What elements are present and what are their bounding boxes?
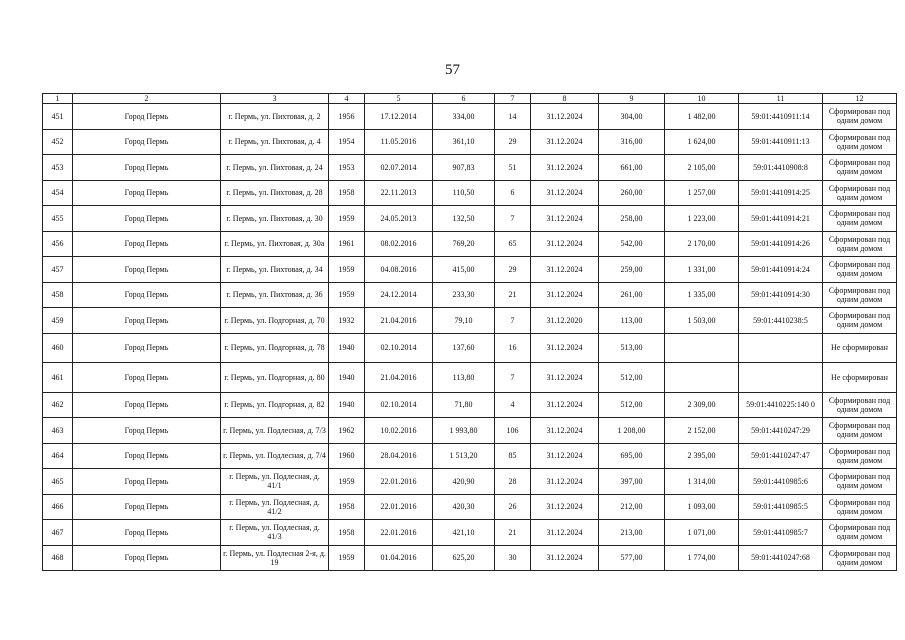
resettlement-deadline-cell: 31.12.2024 (531, 520, 599, 546)
area-cell: 421,10 (433, 520, 495, 546)
land-area-cell: 661,00 (599, 155, 665, 181)
column-header: 11 (739, 94, 823, 104)
row-number-cell: 457 (43, 257, 73, 283)
column-header: 9 (599, 94, 665, 104)
area-cell: 132,50 (433, 206, 495, 232)
land-area-cell: 512,00 (599, 363, 665, 393)
municipality-cell: Город Пермь (73, 469, 221, 495)
land-area-cell: 695,00 (599, 443, 665, 469)
cadastral-number-cell: 59:01:4410247:29 (739, 418, 823, 444)
resettlement-deadline-cell: 31.12.2024 (531, 363, 599, 393)
plot-area-cell: 2 170,00 (665, 231, 739, 257)
municipality-cell: Город Пермь (73, 129, 221, 155)
land-area-cell: 512,00 (599, 392, 665, 418)
land-area-cell: 577,00 (599, 545, 665, 571)
address-cell: г. Пермь, ул. Подлесная, д. 41/1 (221, 469, 329, 495)
address-cell: г. Пермь, ул. Подлесная, д. 41/3 (221, 520, 329, 546)
plot-status-cell: Сформирован под одним домом (823, 104, 897, 130)
cadastral-number-cell: 59:01:4410908:8 (739, 155, 823, 181)
year-built-cell: 1958 (329, 494, 365, 520)
table-row (43, 206, 897, 232)
year-built-cell: 1959 (329, 282, 365, 308)
plot-area-cell: 1 223,00 (665, 206, 739, 232)
municipality-cell: Город Пермь (73, 392, 221, 418)
resettlement-deadline-cell: 31.12.2024 (531, 104, 599, 130)
residents-cell: 26 (495, 494, 531, 520)
year-built-cell: 1959 (329, 469, 365, 495)
column-header: 3 (221, 94, 329, 104)
area-cell: 334,00 (433, 104, 495, 130)
column-header: 1 (43, 94, 73, 104)
residents-cell: 7 (495, 363, 531, 393)
resettlement-deadline-cell: 31.12.2020 (531, 308, 599, 334)
table-row (43, 333, 897, 363)
plot-status-cell: Не сформирован (823, 363, 897, 393)
address-cell: г. Пермь, ул. Пихтовая, д. 36 (221, 282, 329, 308)
area-cell: 361,10 (433, 129, 495, 155)
row-number-cell: 465 (43, 469, 73, 495)
table-row (43, 129, 897, 155)
row-number-cell: 468 (43, 545, 73, 571)
address-cell: г. Пермь, ул. Пихтовая, д. 2 (221, 104, 329, 130)
recognition-date-cell: 02.10.2014 (365, 392, 433, 418)
municipality-cell: Город Пермь (73, 308, 221, 334)
year-built-cell: 1958 (329, 180, 365, 206)
land-area-cell: 260,00 (599, 180, 665, 206)
column-header: 5 (365, 94, 433, 104)
recognition-date-cell: 22.01.2016 (365, 469, 433, 495)
municipality-cell: Город Пермь (73, 520, 221, 546)
cadastral-number-cell: 59:01:4410985:6 (739, 469, 823, 495)
column-header: 8 (531, 94, 599, 104)
header-row (43, 94, 897, 104)
plot-status-cell: Не сформирован (823, 333, 897, 363)
cadastral-number-cell: 59:01:4410247:47 (739, 443, 823, 469)
table-row (43, 363, 897, 393)
recognition-date-cell: 10.02.2016 (365, 418, 433, 444)
plot-area-cell (665, 333, 739, 363)
resettlement-deadline-cell: 31.12.2024 (531, 333, 599, 363)
municipality-cell: Город Пермь (73, 257, 221, 283)
area-cell: 110,50 (433, 180, 495, 206)
resettlement-deadline-cell: 31.12.2024 (531, 206, 599, 232)
plot-area-cell: 1 314,00 (665, 469, 739, 495)
table-row (43, 231, 897, 257)
year-built-cell: 1958 (329, 520, 365, 546)
plot-area-cell: 1 257,00 (665, 180, 739, 206)
resettlement-deadline-cell: 31.12.2024 (531, 545, 599, 571)
municipality-cell: Город Пермь (73, 206, 221, 232)
residents-cell: 30 (495, 545, 531, 571)
recognition-date-cell: 28.04.2016 (365, 443, 433, 469)
address-cell: г. Пермь, ул. Подгорная, д. 70 (221, 308, 329, 334)
plot-area-cell: 1 071,00 (665, 520, 739, 546)
residents-cell: 51 (495, 155, 531, 181)
resettlement-deadline-cell: 31.12.2024 (531, 392, 599, 418)
row-number-cell: 467 (43, 520, 73, 546)
land-area-cell: 261,00 (599, 282, 665, 308)
recognition-date-cell: 22.01.2016 (365, 520, 433, 546)
area-cell: 415,00 (433, 257, 495, 283)
recognition-date-cell: 04.08.2016 (365, 257, 433, 283)
municipality-cell: Город Пермь (73, 104, 221, 130)
address-cell: г. Пермь, ул. Подгорная, д. 78 (221, 333, 329, 363)
table-row (43, 308, 897, 334)
residents-cell: 14 (495, 104, 531, 130)
plot-status-cell: Сформирован под одним домом (823, 180, 897, 206)
year-built-cell: 1959 (329, 257, 365, 283)
cadastral-number-cell: 59:01:4410247:68 (739, 545, 823, 571)
recognition-date-cell: 01.04.2016 (365, 545, 433, 571)
address-cell: г. Пермь, ул. Подлесная, д. 41/2 (221, 494, 329, 520)
row-number-cell: 464 (43, 443, 73, 469)
resettlement-deadline-cell: 31.12.2024 (531, 257, 599, 283)
plot-area-cell: 1 774,00 (665, 545, 739, 571)
cadastral-number-cell: 59:01:4410985:5 (739, 494, 823, 520)
table-row (43, 469, 897, 495)
address-cell: г. Пермь, ул. Подгорная, д. 82 (221, 392, 329, 418)
plot-status-cell: Сформирован под одним домом (823, 308, 897, 334)
row-number-cell: 462 (43, 392, 73, 418)
plot-area-cell: 2 152,00 (665, 418, 739, 444)
table-row (43, 104, 897, 130)
recognition-date-cell: 08.02.2016 (365, 231, 433, 257)
land-area-cell: 397,00 (599, 469, 665, 495)
residents-cell: 7 (495, 206, 531, 232)
plot-area-cell: 1 482,00 (665, 104, 739, 130)
resettlement-deadline-cell: 31.12.2024 (531, 469, 599, 495)
table-row (43, 418, 897, 444)
column-header: 4 (329, 94, 365, 104)
resettlement-deadline-cell: 31.12.2024 (531, 129, 599, 155)
plot-area-cell: 1 503,00 (665, 308, 739, 334)
table-row (43, 257, 897, 283)
area-cell: 1 513,20 (433, 443, 495, 469)
row-number-cell: 452 (43, 129, 73, 155)
year-built-cell: 1959 (329, 545, 365, 571)
residents-cell: 6 (495, 180, 531, 206)
plot-status-cell: Сформирован под одним домом (823, 129, 897, 155)
area-cell: 79,10 (433, 308, 495, 334)
municipality-cell: Город Пермь (73, 282, 221, 308)
plot-area-cell: 2 105,00 (665, 155, 739, 181)
cadastral-number-cell (739, 363, 823, 393)
land-area-cell: 258,00 (599, 206, 665, 232)
residents-cell: 7 (495, 308, 531, 334)
recognition-date-cell: 11.05.2016 (365, 129, 433, 155)
row-number-cell: 459 (43, 308, 73, 334)
area-cell: 113,80 (433, 363, 495, 393)
address-cell: г. Пермь, ул. Подлесная 2-я, д. 19 (221, 545, 329, 571)
land-area-cell: 1 208,00 (599, 418, 665, 444)
row-number-cell: 451 (43, 104, 73, 130)
area-cell: 625,20 (433, 545, 495, 571)
row-number-cell: 455 (43, 206, 73, 232)
cadastral-number-cell: 59:01:4410914:25 (739, 180, 823, 206)
table-row (43, 443, 897, 469)
row-number-cell: 456 (43, 231, 73, 257)
table-row (43, 155, 897, 181)
register-table (42, 93, 897, 571)
year-built-cell: 1954 (329, 129, 365, 155)
recognition-date-cell: 22.11.2013 (365, 180, 433, 206)
municipality-cell: Город Пермь (73, 231, 221, 257)
land-area-cell: 259,00 (599, 257, 665, 283)
plot-area-cell: 2 309,00 (665, 392, 739, 418)
plot-status-cell: Сформирован под одним домом (823, 545, 897, 571)
municipality-cell: Город Пермь (73, 363, 221, 393)
column-header: 10 (665, 94, 739, 104)
table-body (43, 94, 897, 571)
land-area-cell: 316,00 (599, 129, 665, 155)
row-number-cell: 458 (43, 282, 73, 308)
cadastral-number-cell: 59:01:4410914:26 (739, 231, 823, 257)
table-row (43, 520, 897, 546)
plot-status-cell: Сформирован под одним домом (823, 282, 897, 308)
area-cell: 137,60 (433, 333, 495, 363)
land-area-cell: 304,00 (599, 104, 665, 130)
municipality-cell: Город Пермь (73, 494, 221, 520)
cadastral-number-cell: 59:01:4410985:7 (739, 520, 823, 546)
plot-status-cell: Сформирован под одним домом (823, 520, 897, 546)
area-cell: 420,30 (433, 494, 495, 520)
plot-status-cell: Сформирован под одним домом (823, 155, 897, 181)
table-row (43, 282, 897, 308)
resettlement-deadline-cell: 31.12.2024 (531, 494, 599, 520)
land-area-cell: 212,00 (599, 494, 665, 520)
cadastral-number-cell (739, 333, 823, 363)
residents-cell: 16 (495, 333, 531, 363)
area-cell: 420,90 (433, 469, 495, 495)
plot-area-cell (665, 363, 739, 393)
area-cell: 769,20 (433, 231, 495, 257)
municipality-cell: Город Пермь (73, 545, 221, 571)
plot-status-cell: Сформирован под одним домом (823, 443, 897, 469)
table-row (43, 545, 897, 571)
residents-cell: 21 (495, 282, 531, 308)
plot-status-cell: Сформирован под одним домом (823, 418, 897, 444)
plot-status-cell: Сформирован под одним домом (823, 494, 897, 520)
resettlement-deadline-cell: 31.12.2024 (531, 443, 599, 469)
row-number-cell: 463 (43, 418, 73, 444)
plot-area-cell: 2 395,00 (665, 443, 739, 469)
address-cell: г. Пермь, ул. Пихтовая, д. 34 (221, 257, 329, 283)
recognition-date-cell: 17.12.2014 (365, 104, 433, 130)
resettlement-deadline-cell: 31.12.2024 (531, 282, 599, 308)
resettlement-deadline-cell: 31.12.2024 (531, 418, 599, 444)
address-cell: г. Пермь, ул. Пихтовая, д. 24 (221, 155, 329, 181)
year-built-cell: 1962 (329, 418, 365, 444)
address-cell: г. Пермь, ул. Подгорная, д. 80 (221, 363, 329, 393)
land-area-cell: 513,00 (599, 333, 665, 363)
municipality-cell: Город Пермь (73, 180, 221, 206)
residents-cell: 29 (495, 129, 531, 155)
resettlement-deadline-cell: 31.12.2024 (531, 155, 599, 181)
residents-cell: 29 (495, 257, 531, 283)
address-cell: г. Пермь, ул. Пихтовая, д. 30 (221, 206, 329, 232)
recognition-date-cell: 21.04.2016 (365, 363, 433, 393)
cadastral-number-cell: 59:01:4410914:24 (739, 257, 823, 283)
column-header: 12 (823, 94, 897, 104)
resettlement-deadline-cell: 31.12.2024 (531, 180, 599, 206)
table-row (43, 494, 897, 520)
cadastral-number-cell: 59:01:4410914:30 (739, 282, 823, 308)
recognition-date-cell: 02.10.2014 (365, 333, 433, 363)
year-built-cell: 1961 (329, 231, 365, 257)
table-row (43, 180, 897, 206)
table-row (43, 392, 897, 418)
cadastral-number-cell: 59:01:4410225:140 0 (739, 392, 823, 418)
plot-area-cell: 1 331,00 (665, 257, 739, 283)
recognition-date-cell: 21.04.2016 (365, 308, 433, 334)
address-cell: г. Пермь, ул. Подлесная, д. 7/3 (221, 418, 329, 444)
municipality-cell: Город Пермь (73, 333, 221, 363)
land-area-cell: 213,00 (599, 520, 665, 546)
recognition-date-cell: 22.01.2016 (365, 494, 433, 520)
year-built-cell: 1956 (329, 104, 365, 130)
page-number: 57 (445, 62, 460, 78)
municipality-cell: Город Пермь (73, 155, 221, 181)
area-cell: 71,80 (433, 392, 495, 418)
residents-cell: 65 (495, 231, 531, 257)
column-header: 7 (495, 94, 531, 104)
row-number-cell: 460 (43, 333, 73, 363)
residents-cell: 85 (495, 443, 531, 469)
land-area-cell: 542,00 (599, 231, 665, 257)
address-cell: г. Пермь, ул. Пихтовая, д. 4 (221, 129, 329, 155)
year-built-cell: 1940 (329, 333, 365, 363)
year-built-cell: 1932 (329, 308, 365, 334)
column-header: 2 (73, 94, 221, 104)
cadastral-number-cell: 59:01:4410914:21 (739, 206, 823, 232)
plot-area-cell: 1 093,00 (665, 494, 739, 520)
plot-status-cell: Сформирован под одним домом (823, 392, 897, 418)
year-built-cell: 1940 (329, 392, 365, 418)
land-area-cell: 113,00 (599, 308, 665, 334)
address-cell: г. Пермь, ул. Подлесная, д. 7/4 (221, 443, 329, 469)
recognition-date-cell: 24.12.2014 (365, 282, 433, 308)
address-cell: г. Пермь, ул. Пихтовая, д. 28 (221, 180, 329, 206)
row-number-cell: 453 (43, 155, 73, 181)
row-number-cell: 454 (43, 180, 73, 206)
municipality-cell: Город Пермь (73, 418, 221, 444)
plot-area-cell: 1 335,00 (665, 282, 739, 308)
year-built-cell: 1959 (329, 206, 365, 232)
residents-cell: 4 (495, 392, 531, 418)
address-cell: г. Пермь, ул. Пихтовая, д. 30а (221, 231, 329, 257)
residents-cell: 106 (495, 418, 531, 444)
resettlement-deadline-cell: 31.12.2024 (531, 231, 599, 257)
row-number-cell: 466 (43, 494, 73, 520)
area-cell: 1 993,80 (433, 418, 495, 444)
municipality-cell: Город Пермь (73, 443, 221, 469)
column-header: 6 (433, 94, 495, 104)
year-built-cell: 1960 (329, 443, 365, 469)
plot-status-cell: Сформирован под одним домом (823, 206, 897, 232)
residents-cell: 28 (495, 469, 531, 495)
area-cell: 233,30 (433, 282, 495, 308)
row-number-cell: 461 (43, 363, 73, 393)
cadastral-number-cell: 59:01:4410911:13 (739, 129, 823, 155)
cadastral-number-cell: 59:01:4410238:5 (739, 308, 823, 334)
recognition-date-cell: 24.05.2013 (365, 206, 433, 232)
year-built-cell: 1940 (329, 363, 365, 393)
plot-status-cell: Сформирован под одним домом (823, 257, 897, 283)
plot-area-cell: 1 624,00 (665, 129, 739, 155)
cadastral-number-cell: 59:01:4410911:14 (739, 104, 823, 130)
plot-status-cell: Сформирован под одним домом (823, 231, 897, 257)
residents-cell: 21 (495, 520, 531, 546)
recognition-date-cell: 02.07.2014 (365, 155, 433, 181)
year-built-cell: 1953 (329, 155, 365, 181)
plot-status-cell: Сформирован под одним домом (823, 469, 897, 495)
area-cell: 907,83 (433, 155, 495, 181)
